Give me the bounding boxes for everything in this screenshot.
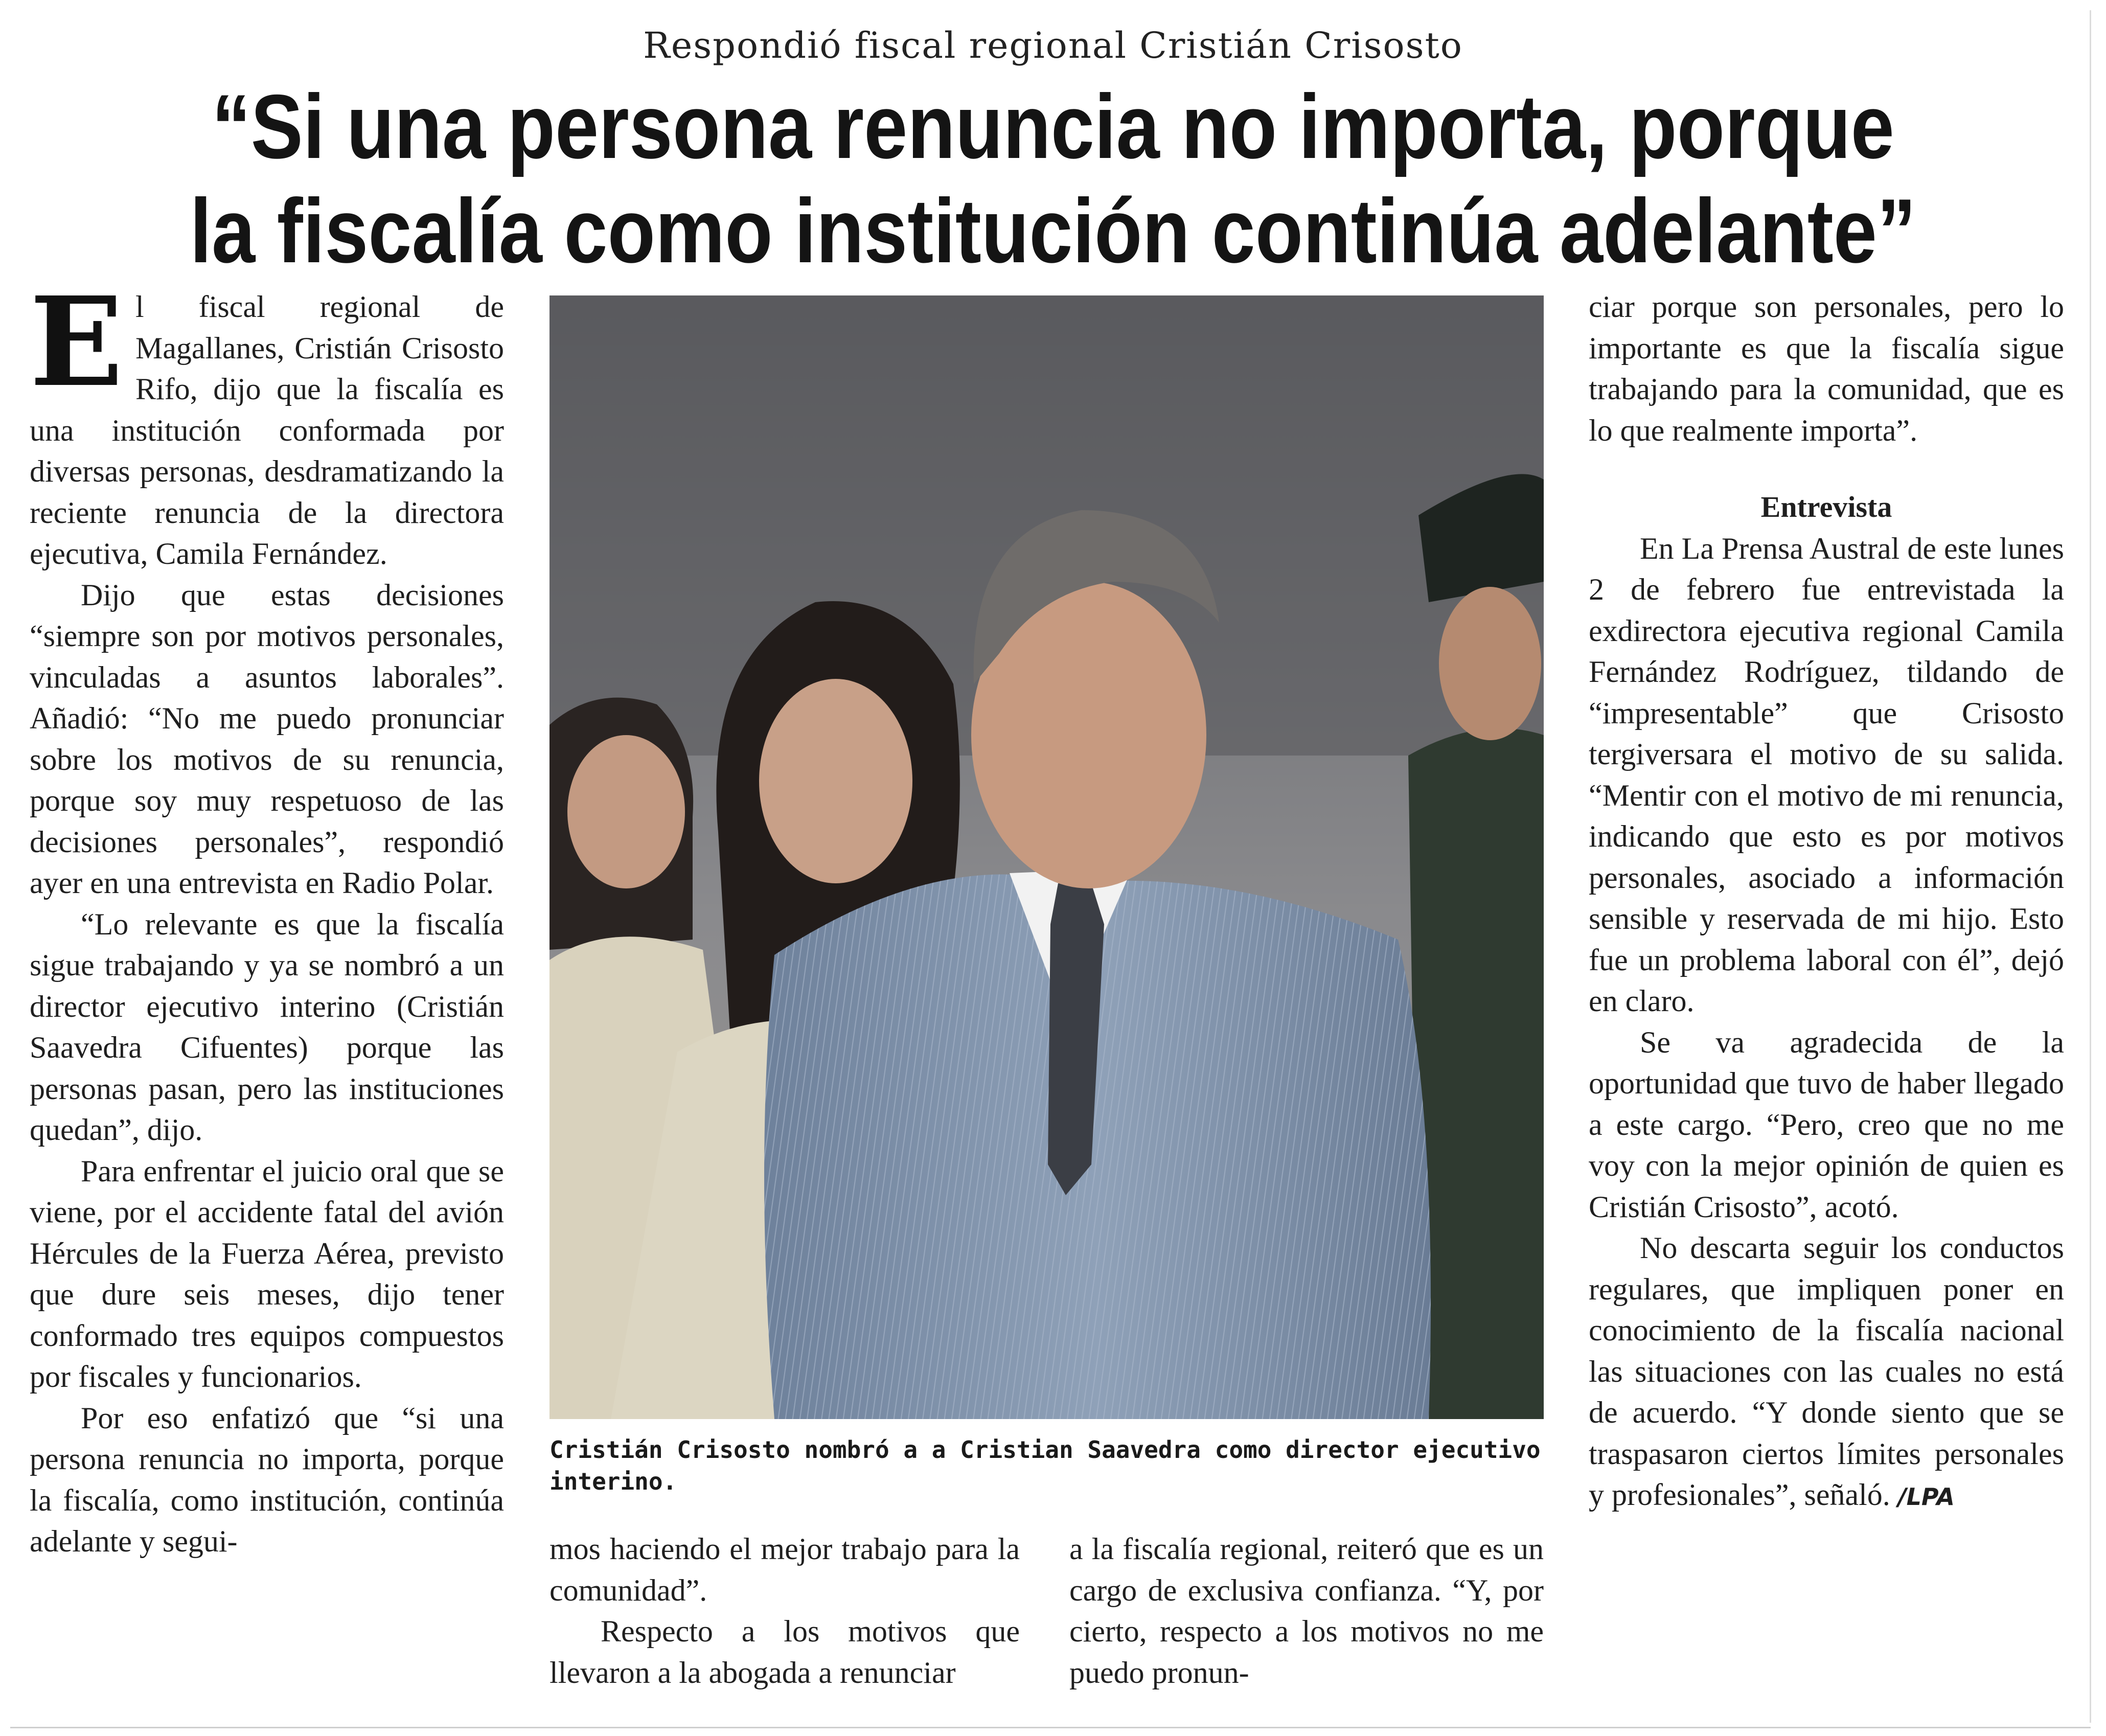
drop-cap: E [30,270,123,414]
article-kicker: Respondió fiscal regional Cristián Crisosto [643,25,1463,66]
body-column-3 [1069,1528,1544,1693]
body-column-1 [30,270,504,1562]
paragraph: l fiscal regional de Magallanes, Cristián Crisosto Rifo, dijo que la fiscalía es una institución conformada por diversas personas, desdramatizando la reciente renuncia de la directora ejecutiva, Camila Fernández. [30,290,504,570]
paragraph: Se va agradecida de la oportunidad que tuvo de haber llegado a este cargo. “Pero, creo que no me voy con la mejor opinión de quien es Cristián Crisosto”, acotó. [1589,1025,2064,1224]
woman-left-face [567,735,685,888]
paragraph: Dijo que estas decisiones “siempre son por motivos personales, vinculadas a asuntos laborales”. Añadió: “No me puedo pronunciar sobre los motivos de su renuncia, porque soy muy respetuoso de las decisiones personales”, respondió ayer en una entrevista en Radio Polar. [30,578,504,900]
paragraph: Por eso enfatizó que “si una persona renuncia no importa, porque la fiscalía, como institución, continúa adelante y segui- [30,1401,504,1558]
paragraph: Respecto a los motivos que llevaron a la abogada a renunciar [550,1614,1020,1689]
body-column-4 [1589,286,2064,1518]
paragraph: ciar porque son personales, pero lo importante es que la fiscalía sigue trabajando para la comunidad, que es lo que realmente importa”. [1589,290,2064,447]
paragraph: mos haciendo el mejor trabajo para la comunidad”. [550,1532,1020,1607]
paragraph: En La Prensa Austral de este lunes 2 de febrero fue entrevistada la exdirectora ejecutiva regional Camila Fernández Rodríguez, tildando de “impresentable” que Crisosto tergiversara el motivo de su salida. “Mentir con el motivo de mi renuncia, indicando que esto es por motivos personales, asociado a información sensible y reservada de mi hijo. Esto fue un problema laboral con él”, dejó en claro. [1589,531,2064,1018]
body-column-2 [550,1528,1020,1693]
bottom-rule [10,1727,2091,1728]
paragraph [1589,1227,2064,1518]
paragraph: Para enfrentar el juicio oral que se viene, por el accidente fatal del avión Hércules de la Fuerza Aérea, previsto que dure seis meses, dijo tener conformado tres equipos compuestos por fiscales y funcionarios. [30,1154,504,1394]
headline-line-2: la fiscalía como institución continúa adelante” [190,180,1916,282]
author-signature: /LPA [1897,1483,1955,1511]
paragraph-text: No descarta seguir los conductos regulares, que impliquen poner en conocimiento de la fiscalía nacional las situaciones con las cuales no está de acuerdo. “Y donde siento que se traspasaron ciertos límites personales y profesionales”, señaló. [1589,1231,2064,1512]
woman-center-face [759,679,912,883]
news-photo [550,295,1544,1419]
photo-caption: Cristián Crisosto nombró a a Cristian Saavedra como director ejecutivo interino. [550,1436,1541,1495]
officer-face [1439,587,1541,740]
paragraph: “Lo relevante es que la fiscalía sigue trabajando y ya se nombró a un director ejecutivo interino (Cristián Saavedra Cifuentes) porque las personas pasan, pero las instituciones quedan”, dijo. [30,907,504,1147]
section-subhead: Entrevista [1760,490,1892,523]
headline-line-1: “Si una persona renuncia no importa, porque [212,76,1894,177]
right-rule [2090,10,2091,1723]
paragraph: a la fiscalía regional, reiteró que es un cargo de exclusiva confianza. “Y, por cierto, respecto a los motivos no me puedo pronun- [1069,1532,1544,1689]
